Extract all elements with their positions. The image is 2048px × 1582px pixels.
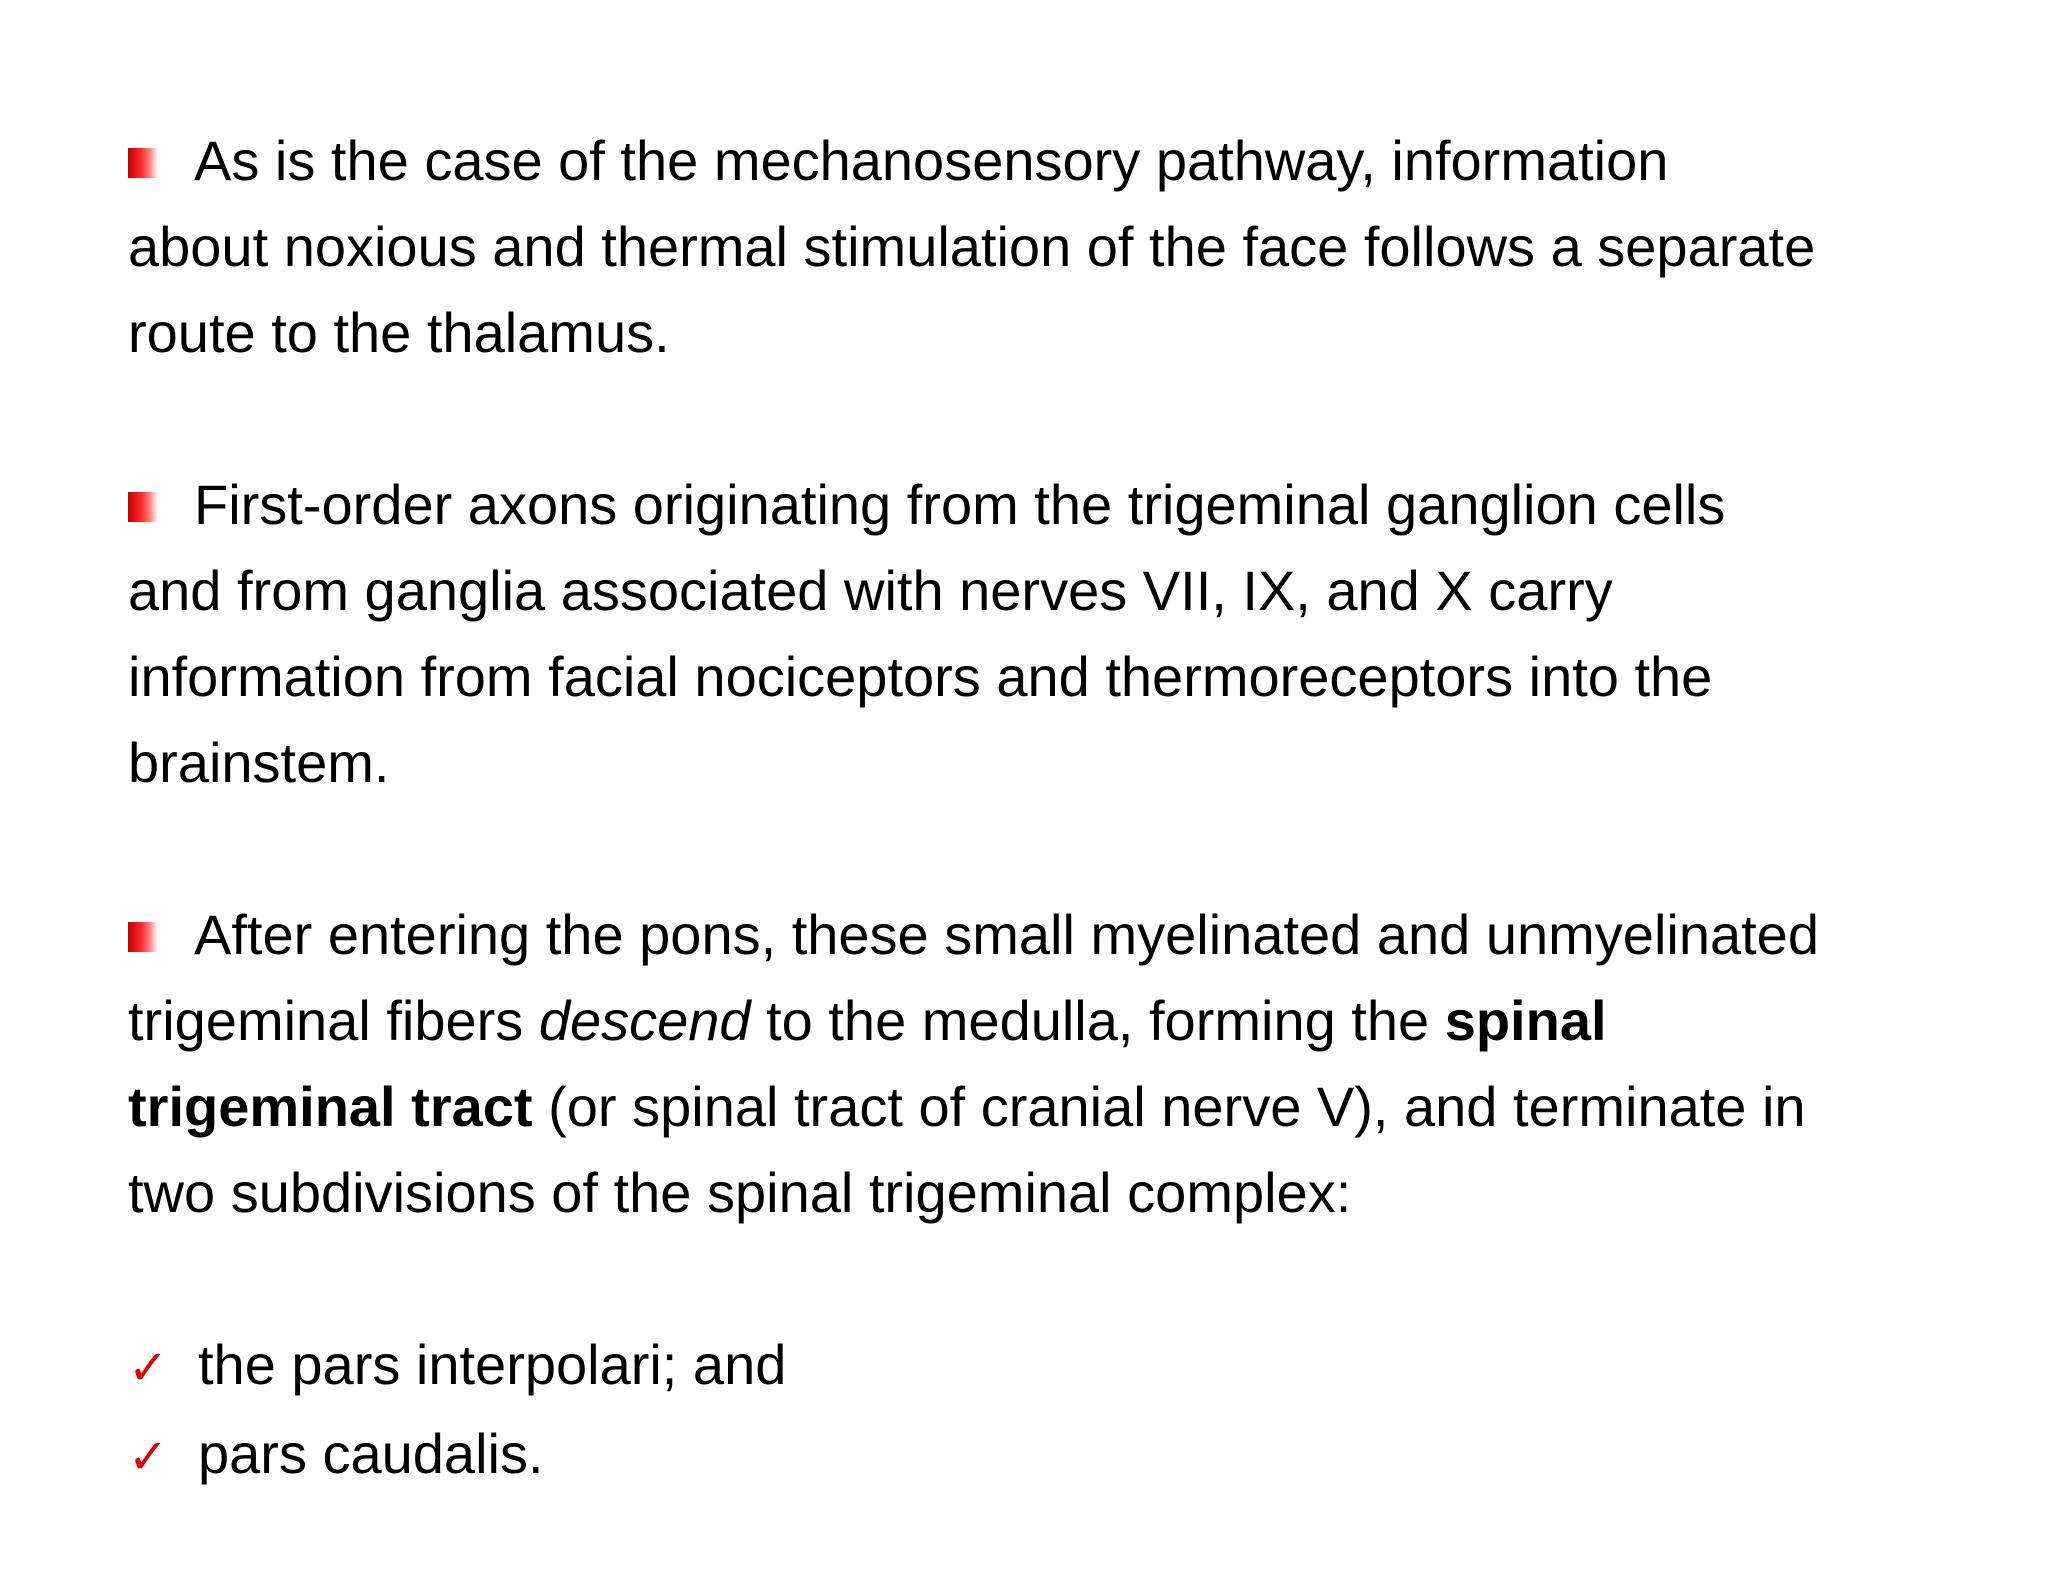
spacer: [128, 806, 1988, 892]
square-bullet-icon: [128, 492, 158, 522]
paragraph-1-line-3: route to the thalamus.: [128, 301, 670, 364]
square-bullet-icon: [128, 922, 158, 952]
check-list-item-2: ✓ pars caudalis.: [128, 1411, 1988, 1500]
checkmark-icon: ✓: [128, 1340, 169, 1396]
paragraph-3-line-2: trigeminal fibers descend to the medulla, forming the spinal: [128, 989, 1607, 1052]
square-bullet-icon: [128, 148, 158, 178]
checkmark-icon: ✓: [128, 1429, 169, 1485]
paragraph-2-line-2: and from ganglia associated with nerves VII, IX, and X carry: [128, 559, 1613, 622]
paragraph-2-line-3: information from facial nociceptors and thermoreceptors into the: [128, 645, 1713, 708]
paragraph-2: [128, 462, 1988, 806]
spacer: [128, 1236, 1988, 1322]
paragraph-1: [128, 118, 1988, 376]
paragraph-1-line-2: about noxious and thermal stimulation of the face follows a separate: [128, 215, 1816, 278]
paragraph-2-line-1: First-order axons originating from the trigeminal ganglion cells: [128, 462, 1988, 548]
paragraph-3: [128, 892, 1988, 1236]
paragraph-3-line-3: trigeminal tract (or spinal tract of cranial nerve V), and terminate in: [128, 1075, 1806, 1138]
paragraph-3-line-1: After entering the pons, these small myelinated and unmyelinated: [128, 892, 1988, 978]
paragraph-1-line-1: As is the case of the mechanosensory pathway, information: [128, 118, 1988, 204]
slide-content: [128, 118, 1988, 1500]
paragraph-2-line-4: brainstem.: [128, 731, 390, 794]
check-list-item-1: ✓ the pars interpolari; and: [128, 1322, 1988, 1411]
term-trigeminal-tract: trigeminal tract: [128, 1075, 533, 1138]
paragraph-3-line-4: two subdivisions of the spinal trigeminal complex:: [128, 1161, 1352, 1224]
term-spinal: spinal: [1444, 989, 1607, 1052]
emphasis-descend: descend: [538, 989, 751, 1052]
spacer: [128, 376, 1988, 462]
